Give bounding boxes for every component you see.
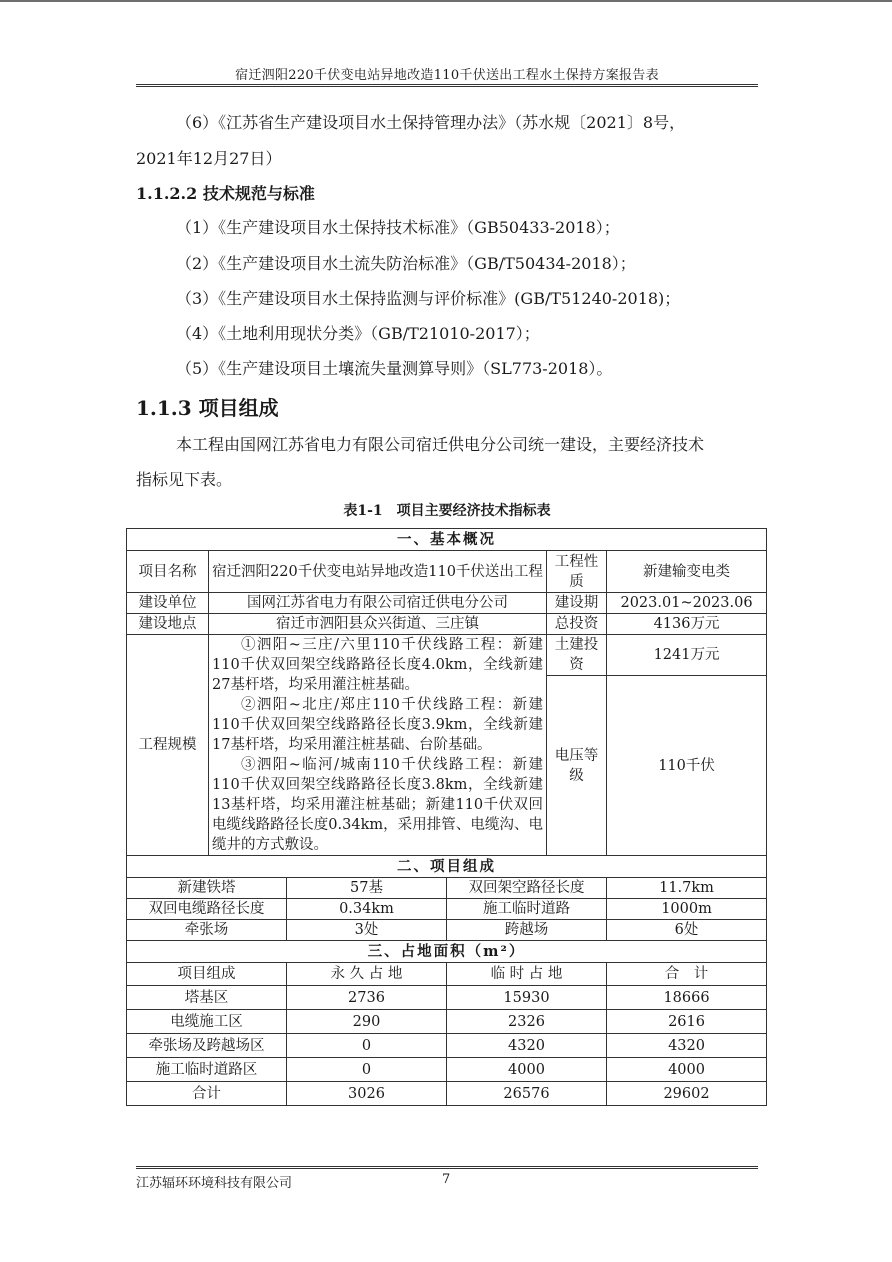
scale-paragraph-1: ①泗阳~三庄/六里110千伏线路工程：新建110千伏双回架空线路路径长度4.0km，全线新建27基杆塔，均采用灌注桩基础。 [212,637,543,693]
civil-investment-label: 土建投资 [547,635,607,676]
area-row-permanent: 290 [287,1010,447,1034]
project-nature-value: 新建输变电类 [607,551,767,593]
civil-investment-value: 1241万元 [607,635,767,676]
area-row-name: 电缆施工区 [127,1010,287,1034]
table-row-total [127,1082,767,1106]
section-heading-1-1-3: 1.1.3 项目组成 [136,396,279,420]
area-row-temporary: 15930 [447,986,607,1010]
builder-label: 建设单位 [127,593,209,614]
law-item-6-line-2: 2021年12月27日） [136,149,282,168]
header-rule [136,84,758,85]
area-row-temporary: 26576 [447,1082,607,1106]
project-name-label: 项目名称 [127,551,209,593]
table-section-basic: 一、基本概况 [127,529,767,551]
towers-label: 新建铁塔 [127,878,287,899]
area-row-name: 合计 [127,1082,287,1106]
area-row-total: 18666 [607,986,767,1010]
table-row [127,1058,767,1082]
overhead-length-value: 11.7km [607,878,767,899]
footer-company: 江苏辐环环境科技有限公司 [136,1176,293,1191]
table-row [127,1010,767,1034]
construction-period-label: 建设期 [547,593,607,614]
area-row-permanent: 0 [287,1034,447,1058]
standard-item: （4）《土地利用现状分类》（GB/T21010-2017）； [176,324,540,343]
scale-paragraph-2: ②泗阳~北庄/郑庄110千伏线路工程：新建110千伏双回架空线路路径长度3.9km，全线新建17基杆塔，均采用灌注桩基础、台阶基础。 [212,697,543,753]
voltage-label: 电压等级 [547,676,607,856]
project-name-value: 宿迁泗阳220千伏变电站异地改造110千伏送出工程 [209,551,547,593]
footer-rule [136,1166,758,1167]
area-header-temporary: 临 时 占 地 [447,963,607,986]
cable-length-label: 双回电缆路径长度 [127,899,287,920]
area-row-total: 4320 [607,1034,767,1058]
standard-item: （1）《生产建设项目水土保持技术标准》（GB50433-2018）； [176,218,620,237]
standard-item: （2）《生产建设项目水土流失防治标准》（GB/T50434-2018）； [176,254,636,273]
intro-paragraph-line-1: 本工程由国网江苏省电力有限公司宿迁供电分公司统一建设，主要经济技术 [176,435,705,454]
area-header-permanent: 永 久 占 地 [287,963,447,986]
page-number: 7 [442,1172,451,1187]
header-rule [136,86,758,87]
location-value: 宿迁市泗阳县众兴街道、三庄镇 [209,614,547,635]
area-row-permanent: 2736 [287,986,447,1010]
table-section-composition: 二、项目组成 [127,856,767,878]
location-label: 建设地点 [127,614,209,635]
economic-indicator-table [126,528,767,1106]
law-item-6-line-1: （6）《江苏省生产建设项目水土保持管理办法》（苏水规〔2021〕8号， [176,113,686,132]
scale-label: 工程规模 [127,635,209,856]
standard-item: （5）《生产建设项目土壤流失量测算导则》（SL773-2018）。 [176,359,613,378]
area-row-total: 2616 [607,1010,767,1034]
area-row-name: 塔基区 [127,986,287,1010]
table-caption: 表1-1 项目主要经济技术指标表 [343,503,551,519]
area-row-permanent: 0 [287,1058,447,1082]
area-row-permanent: 3026 [287,1082,447,1106]
standard-item: （3）《生产建设项目水土保持监测与评价标准》(GB/T51240-2018)； [176,289,681,308]
area-row-temporary: 2326 [447,1010,607,1034]
area-row-total: 29602 [607,1082,767,1106]
section-heading-1-1-2-2: 1.1.2.2 技术规范与标准 [136,184,315,203]
footer-rule [136,1168,758,1169]
crossing-site-label: 跨越场 [447,920,607,941]
area-row-total: 4000 [607,1058,767,1082]
table-section-land-area: 三、占地面积（m²） [127,941,767,963]
voltage-value: 110千伏 [607,676,767,856]
area-header-component: 项目组成 [127,963,287,986]
area-row-name: 牵张场及跨越场区 [127,1034,287,1058]
total-investment-value: 4136万元 [607,614,767,635]
temp-road-label: 施工临时道路 [447,899,607,920]
cable-length-value: 0.34km [287,899,447,920]
towers-value: 57基 [287,878,447,899]
area-header-total: 合 计 [607,963,767,986]
area-row-temporary: 4320 [447,1034,607,1058]
area-row-name: 施工临时道路区 [127,1058,287,1082]
crossing-site-value: 6处 [607,920,767,941]
temp-road-value: 1000m [607,899,767,920]
table-row [127,986,767,1010]
construction-period-value: 2023.01~2023.06 [607,593,767,614]
total-investment-label: 总投资 [547,614,607,635]
tension-site-value: 3处 [287,920,447,941]
tension-site-label: 牵张场 [127,920,287,941]
page-top-edge [0,0,892,2]
builder-value: 国网江苏省电力有限公司宿迁供电分公司 [209,593,547,614]
overhead-length-label: 双回架空路径长度 [447,878,607,899]
table-row [127,1034,767,1058]
project-nature-label: 工程性质 [547,551,607,593]
scale-paragraph-3: ③泗阳~临河/城南110千伏线路工程：新建110千伏双回架空线路路径长度3.8km，全线新建13基杆塔，均采用灌注桩基础；新建110千伏双回电缆线路路径长度0.34km，采用排管、电缆沟、电缆井的方式敷设。 [212,757,543,853]
intro-paragraph-line-2: 指标见下表。 [136,470,233,489]
scale-description [209,635,547,856]
area-row-temporary: 4000 [447,1058,607,1082]
running-header: 宿迁泗阳220千伏变电站异地改造110千伏送出工程水土保持方案报告表 [235,68,659,83]
